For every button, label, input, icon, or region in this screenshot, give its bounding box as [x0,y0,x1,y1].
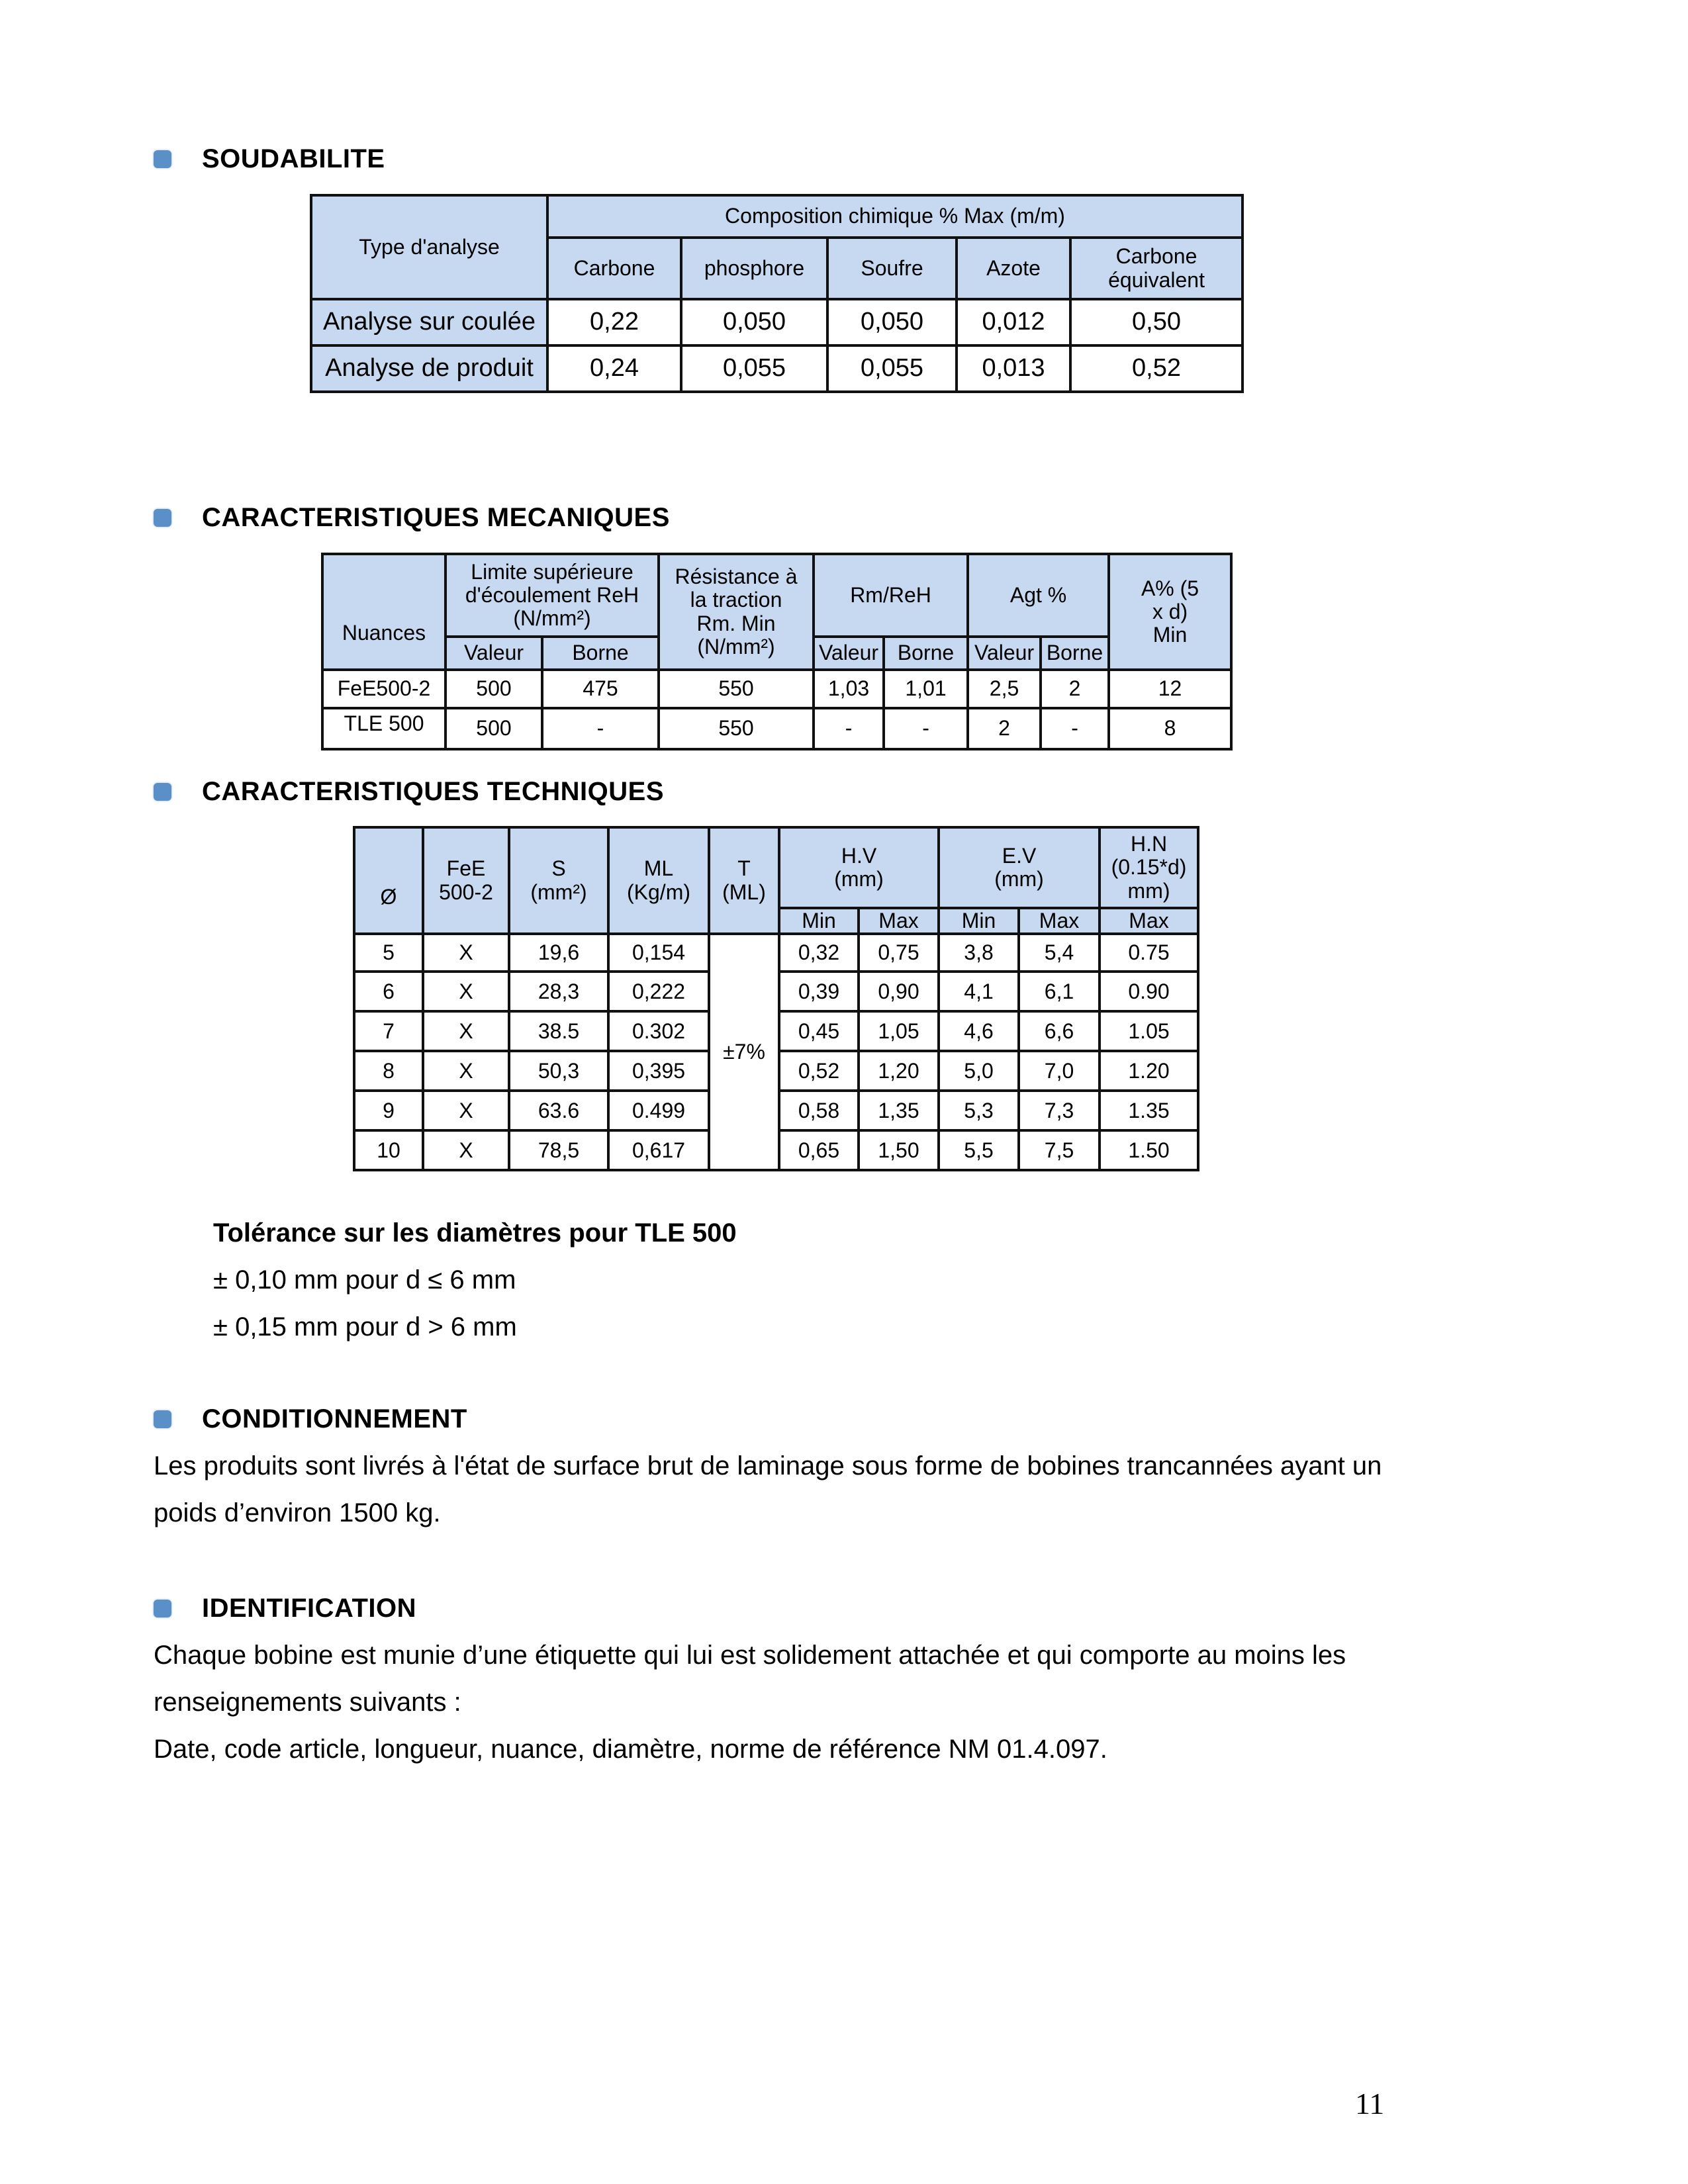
section-title: IDENTIFICATION [202,1594,417,1623]
tolerance-block [213,1210,737,1351]
cell: 0,32 [779,934,859,972]
page-number: 11 [1355,2087,1385,2120]
header-ev-max: Max [1019,908,1100,934]
header-a-percent: A% (5 x d) Min [1109,554,1231,670]
header-hv: H.V (mm) [779,827,939,908]
header-agt-valeur: Valeur [968,637,1041,670]
cell: 3,8 [939,934,1019,972]
cell: 0,055 [827,345,957,392]
cell: X [423,1051,509,1091]
header-reh-borne: Borne [542,637,659,670]
header-rmreh-valeur: Valeur [814,637,884,670]
cell: 1,03 [814,670,884,708]
cell: 1.05 [1100,1011,1198,1051]
header-composition: Composition chimique % Max (m/m) [547,195,1243,238]
cell: 0,52 [779,1051,859,1091]
table-row [322,670,1231,708]
cell: 5,0 [939,1051,1019,1091]
cell: 0,395 [608,1051,709,1091]
table-row [311,299,1243,345]
cell: 0,050 [827,299,957,345]
cell: 0,22 [547,299,681,345]
cell-nuance: TLE 500 [322,708,445,749]
header-hv-min: Min [779,908,859,934]
cell: 5 [354,934,423,972]
cell-tolerance: ±7% [709,934,779,1170]
bullet-square-icon [154,1410,171,1428]
cell: 0,90 [859,972,939,1011]
bullet-square-icon [154,509,171,527]
cell: 1,50 [859,1130,939,1170]
identification-fields: Date, code article, longueur, nuance, diamètre, norme de référence NM 01.4.097. [154,1735,1107,1764]
cell: X [423,972,509,1011]
cell: 2 [968,708,1041,749]
header-carbone: Carbone [547,238,681,299]
header-reh-valeur: Valeur [445,637,542,670]
cell: 28,3 [509,972,608,1011]
cell: X [423,1011,509,1051]
row-label: Analyse de produit [311,345,547,392]
header-agt: Agt % [968,554,1109,637]
cell: 8 [1109,708,1231,749]
header-agt-borne: Borne [1041,637,1109,670]
cell: - [1041,708,1109,749]
cell: 500 [445,670,542,708]
header-carbone-equivalent: Carbone équivalent [1070,238,1243,299]
cell: 0,50 [1070,299,1243,345]
cell: 0,75 [859,934,939,972]
cell: 1,35 [859,1091,939,1130]
cell: - [814,708,884,749]
cell: 0,45 [779,1011,859,1051]
header-azote: Azote [957,238,1070,299]
cell: 12 [1109,670,1231,708]
cell: 550 [659,708,814,749]
cell: 1.20 [1100,1051,1198,1091]
cell: 6 [354,972,423,1011]
cell: 8 [354,1051,423,1091]
cell: 7 [354,1011,423,1051]
header-reh: Limite supérieure d'écoulement ReH (N/mm²) [445,554,659,637]
bullet-square-icon [154,1600,171,1617]
bullet-square-icon [154,783,171,801]
section-heading-identification [154,1594,416,1623]
cell: 9 [354,1091,423,1130]
section-heading-conditionnement [154,1404,467,1434]
cell: 0,52 [1070,345,1243,392]
cell: 10 [354,1130,423,1170]
header-hn: H.N (0.15*d) mm) [1100,827,1198,908]
cell: 0,617 [608,1130,709,1170]
header-rm-reh: Rm/ReH [814,554,968,637]
cell: 38.5 [509,1011,608,1051]
tolerance-line-2: ± 0,15 mm pour d > 6 mm [213,1312,517,1342]
cell: 0.75 [1100,934,1198,972]
cell: 0.90 [1100,972,1198,1011]
cell: 550 [659,670,814,708]
section-title: CONDITIONNEMENT [202,1404,467,1433]
cell: 0,013 [957,345,1070,392]
section-title: CARACTERISTIQUES TECHNIQUES [202,777,664,806]
cell: 0,222 [608,972,709,1011]
header-type-analyse: Type d'analyse [311,195,547,299]
header-fee: FeE 500-2 [423,827,509,934]
header-ev: E.V (mm) [939,827,1100,908]
cell: 1,20 [859,1051,939,1091]
cell: 7,3 [1019,1091,1100,1130]
cell: 1.35 [1100,1091,1198,1130]
cell: 0,154 [608,934,709,972]
section-title: CARACTERISTIQUES MECANIQUES [202,503,670,532]
header-ev-min: Min [939,908,1019,934]
cell: 50,3 [509,1051,608,1091]
cell: 78,5 [509,1130,608,1170]
header-rmreh-borne: Borne [884,637,968,670]
cell: X [423,1130,509,1170]
header-t: T (ML) [709,827,779,934]
cell: 1,01 [884,670,968,708]
header-ml: ML (Kg/m) [608,827,709,934]
mecaniques-table [321,553,1233,751]
header-s: S (mm²) [509,827,608,934]
header-diameter: Ø [354,827,423,934]
tolerance-line-1: ± 0,10 mm pour d ≤ 6 mm [213,1265,516,1295]
section-heading-mecaniques [154,503,670,533]
section-title: SOUDABILITE [202,144,385,173]
cell: 1,05 [859,1011,939,1051]
cell: 4,1 [939,972,1019,1011]
soudabilite-table [310,194,1244,393]
header-nuances: Nuances [322,554,445,670]
section-heading-soudabilite [154,144,385,174]
cell: 0,58 [779,1091,859,1130]
cell: 19,6 [509,934,608,972]
cell: 6,6 [1019,1011,1100,1051]
cell: 0,65 [779,1130,859,1170]
cell: 1.50 [1100,1130,1198,1170]
cell: 0,012 [957,299,1070,345]
header-phosphore: phosphore [681,238,827,299]
header-hn-max: Max [1100,908,1198,934]
header-hv-max: Max [859,908,939,934]
table-row [354,934,1198,972]
section-heading-techniques [154,777,664,807]
conditionnement-paragraph: Les produits sont livrés à l'état de surface brut de laminage sous forme de bobines trancannées ayant un poids d’environ 1500 kg. [154,1451,1382,1527]
identification-paragraph: Chaque bobine est munie d’une étiquette qui lui est solidement attachée et qui comporte au moins les renseignements suivants : [154,1641,1346,1717]
row-label: Analyse sur coulée [311,299,547,345]
cell: 4,6 [939,1011,1019,1051]
table-row [311,345,1243,392]
cell: 0,055 [681,345,827,392]
cell-nuance: FeE500-2 [322,670,445,708]
cell: 5,5 [939,1130,1019,1170]
cell: 500 [445,708,542,749]
cell: 2,5 [968,670,1041,708]
cell: 0,39 [779,972,859,1011]
cell: 0.302 [608,1011,709,1051]
tolerance-title: Tolérance sur les diamètres pour TLE 500 [213,1218,737,1248]
cell: 63.6 [509,1091,608,1130]
cell: 0.499 [608,1091,709,1130]
cell: X [423,1091,509,1130]
table-row [322,708,1231,749]
bullet-square-icon [154,150,171,168]
cell: 2 [1041,670,1109,708]
header-rm: Résistance à la traction Rm. Min (N/mm²) [659,554,814,670]
cell: - [884,708,968,749]
cell: 6,1 [1019,972,1100,1011]
cell: 0,24 [547,345,681,392]
cell: 7,0 [1019,1051,1100,1091]
header-soufre: Soufre [827,238,957,299]
cell: 0,050 [681,299,827,345]
cell: X [423,934,509,972]
cell: 475 [542,670,659,708]
cell: 7,5 [1019,1130,1100,1170]
cell: - [542,708,659,749]
techniques-table [353,826,1199,1171]
cell: 5,3 [939,1091,1019,1130]
cell: 5,4 [1019,934,1100,972]
